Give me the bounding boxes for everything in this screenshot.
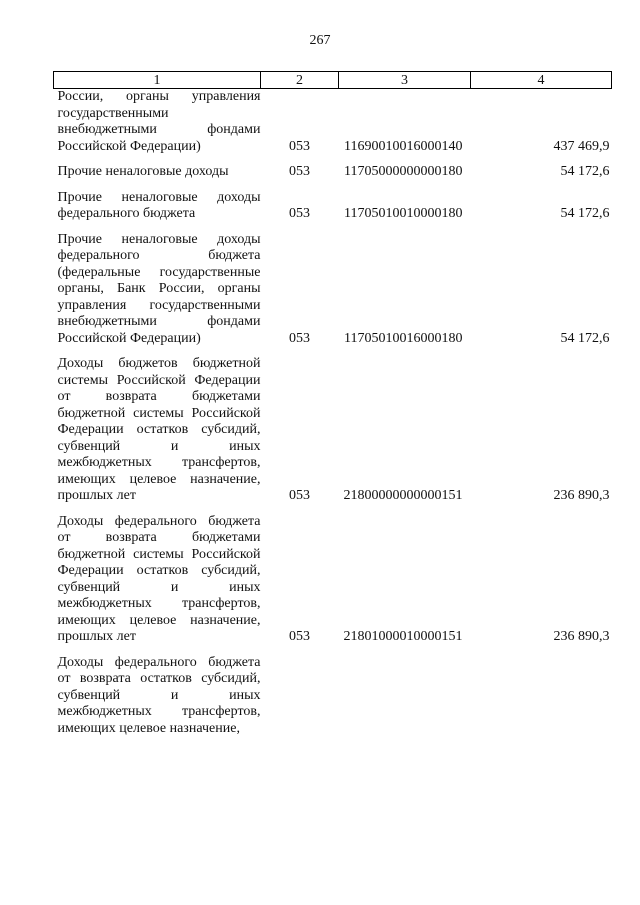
table-row [54,505,612,646]
row-amount: 437 469,9 [553,138,610,154]
row-admin-code [261,646,339,738]
row-name: Доходы федерального бюджета от возврата бюджетами бюджетной системы Российской Федерации остатков субсидий, субвенций и иных межбюджетных трансфертов, имеющих целевое назначение, прошлых лет [57,513,261,644]
row-name: России, органы управления государственными внебюджетными фондами Российской Федерации) [57,89,261,154]
table-header [54,72,612,89]
row-name: Прочие неналоговые доходы [57,164,229,179]
table-row [54,89,612,156]
row-admin-code: 053 [289,206,310,221]
row-budget-code: 21800000000000151 [343,488,463,503]
row-admin-code: 053 [289,138,310,154]
table-row [54,181,612,223]
row-budget-code: 11705010016000180 [344,330,463,346]
row-amount: 236 890,3 [553,488,610,503]
row-amount: 54 172,6 [560,164,610,179]
row-budget-code: 11705000000000180 [344,164,463,179]
row-amount: 54 172,6 [560,330,610,346]
row-name: Прочие неналоговые доходы федерального бюджета (федеральные государственные органы, Банк России, органы управления государственными внебюджетными фондами Российской Федерации) [57,231,261,346]
row-amount [471,646,612,738]
header-col-1: 1 [54,72,261,89]
row-budget-code [339,646,471,738]
page-number: 267 [309,33,331,48]
table-row [54,155,612,181]
row-name: Прочие неналоговые доходы федерального бюджета [57,189,261,221]
row-budget-code: 21801000010000151 [343,629,463,644]
row-budget-code: 11705010010000180 [344,206,463,221]
row-name: Доходы бюджетов бюджетной системы Российской Федерации от возврата бюджетами бюджетной системы Российской Федерации остатков субсидий, субвенций и иных межбюджетных трансфертов, имеющих целевое назначение, прошлых лет [57,356,261,503]
row-amount: 236 890,3 [553,629,610,644]
header-col-2: 2 [261,72,339,89]
row-budget-code: 11690010016000140 [344,138,463,154]
row-name: Доходы федерального бюджета от возврата остатков субсидий, субвенций и иных межбюджетных трансфертов, имеющих целевое назначение, [57,654,261,736]
table-row [54,646,612,738]
row-admin-code: 053 [289,629,310,644]
table-row [54,347,612,505]
row-amount: 54 172,6 [560,206,610,221]
header-col-3: 3 [339,72,471,89]
revenue-table [53,71,612,737]
header-col-4: 4 [471,72,612,89]
row-admin-code: 053 [289,164,310,179]
table-row [54,223,612,348]
row-admin-code: 053 [289,330,310,346]
row-admin-code: 053 [289,488,310,503]
